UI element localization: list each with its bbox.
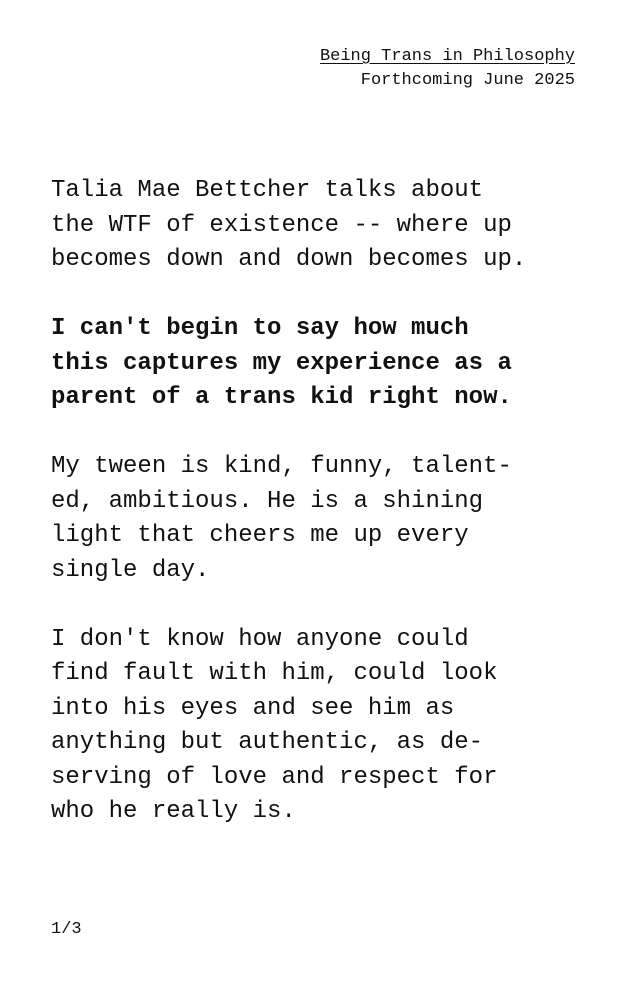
page-number: 1/3 xyxy=(51,920,82,939)
book-title: Being Trans in Philosophy xyxy=(319,47,575,66)
release-date: Forthcoming June 2025 xyxy=(360,71,575,90)
paragraph-emphasis: I can't begin to say how much this captures my experience as a parent of a trans kid right now. xyxy=(51,315,512,411)
paragraph-intro: Talia Mae Bettcher talks about the WTF of existence -- where up becomes down and down becomes up. xyxy=(51,177,527,273)
paragraph-authentic: I don't know how anyone could find fault with him, could look into his eyes and see him as anything but authentic, as de- serving of love and respect for who he really is. xyxy=(51,625,498,825)
page-header xyxy=(320,45,575,93)
post-body xyxy=(51,174,591,864)
paragraph-tween: My tween is kind, funny, talent- ed, ambitious. He is a shining light that cheers me up every single day. xyxy=(51,453,512,584)
